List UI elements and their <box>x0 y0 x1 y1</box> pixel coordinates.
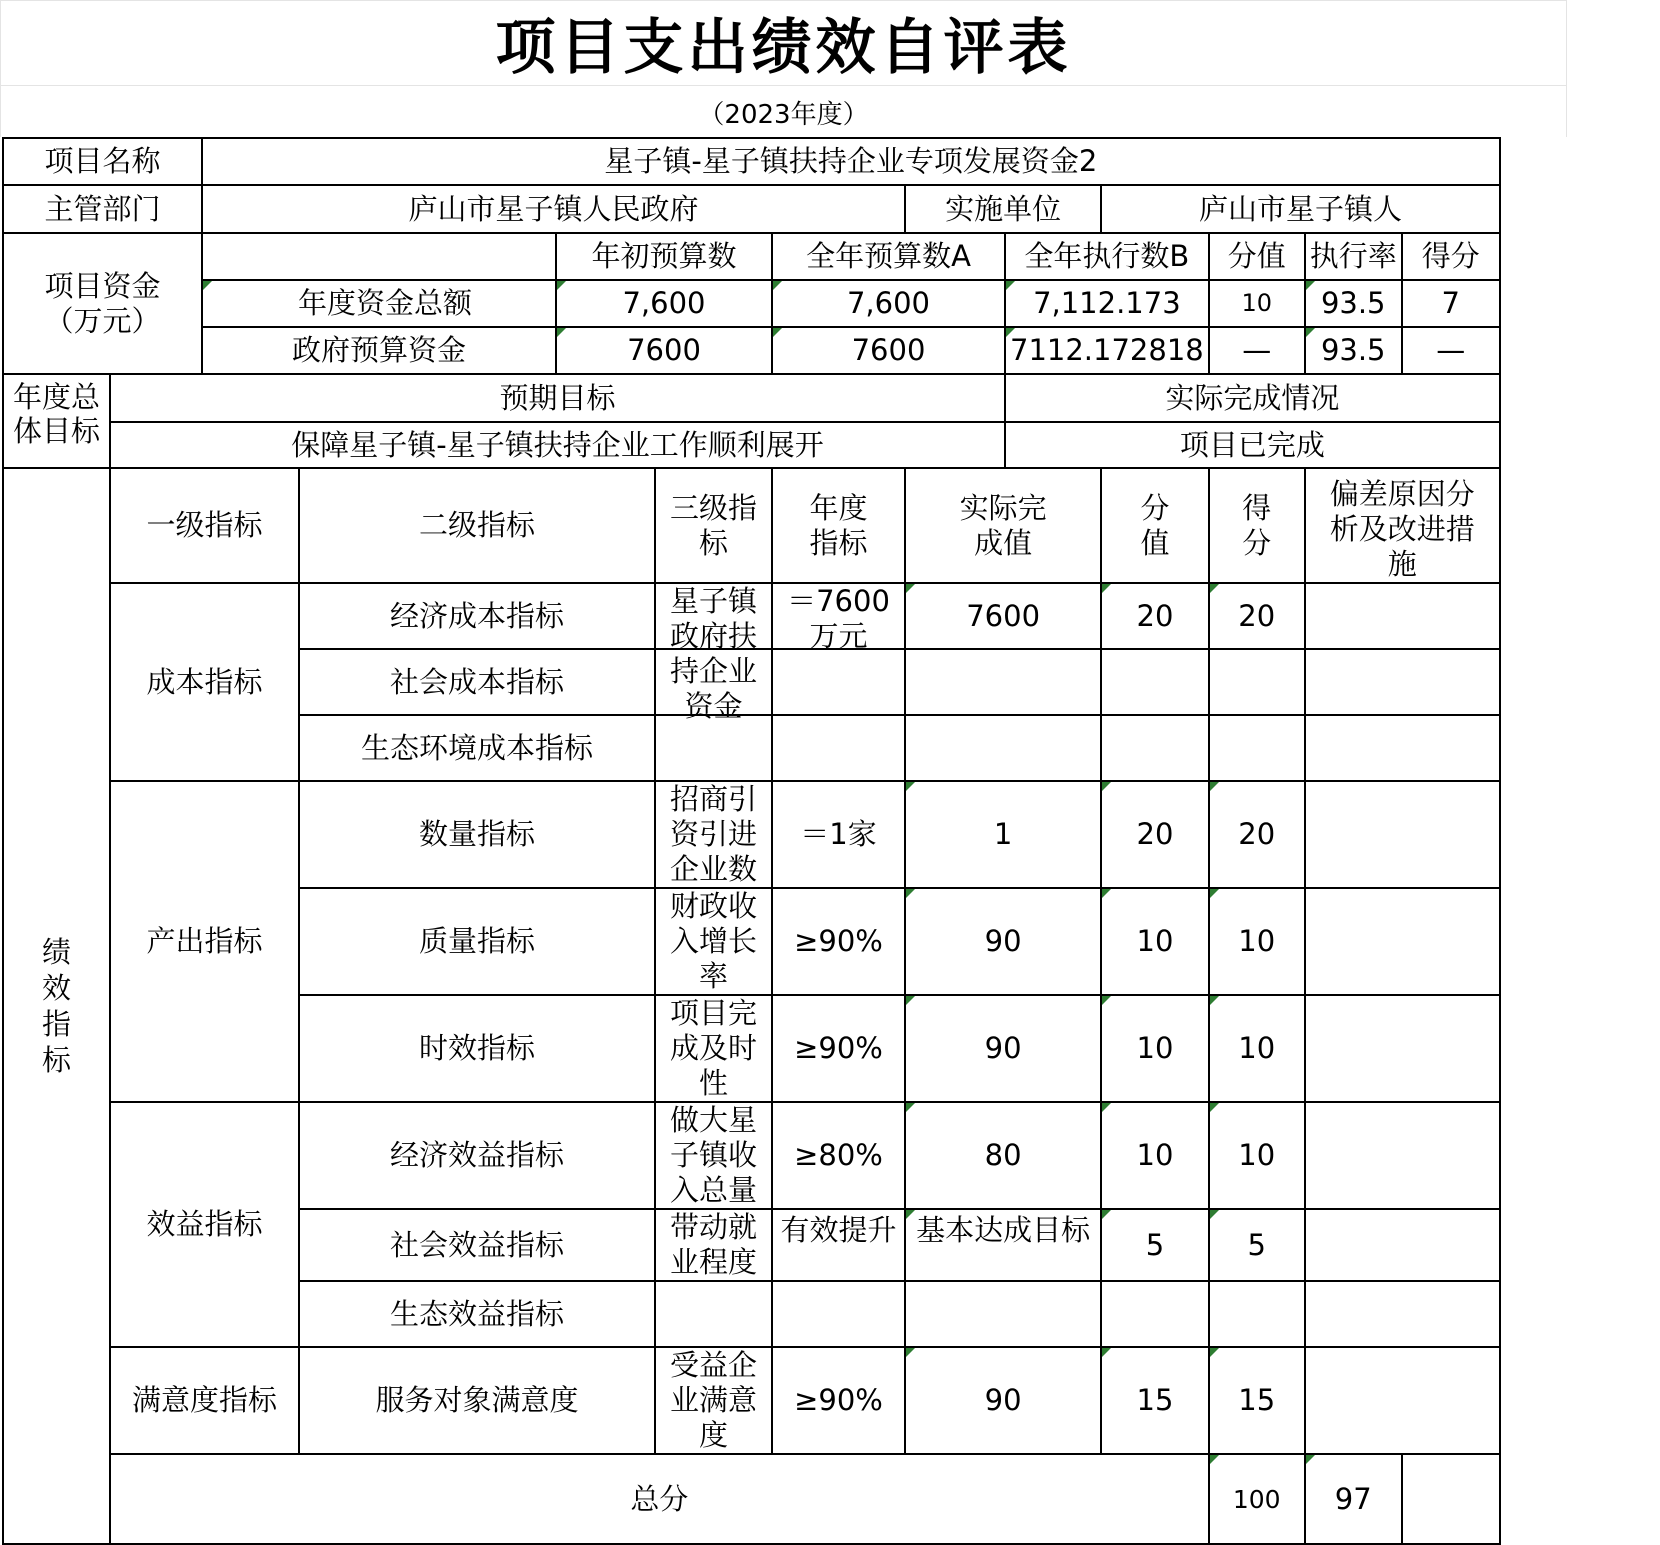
perf-annual-cell[interactable] <box>772 1281 905 1347</box>
perf-analysis-cell[interactable] <box>1305 995 1500 1102</box>
perf-actual-cell[interactable]: 90 <box>905 995 1101 1102</box>
row-department <box>3 185 1500 233</box>
page-subtitle: （2023年度） <box>698 99 869 130</box>
perf-score-cell[interactable]: 10 <box>1209 1102 1305 1209</box>
funds-annual-cell[interactable]: 7,600 <box>772 280 1005 327</box>
perf-l3-cell[interactable] <box>655 715 772 781</box>
perf-l2-cell[interactable]: 经济成本指标 <box>299 583 655 649</box>
row-funds-gov <box>3 327 1500 374</box>
perf-score-value-cell[interactable] <box>1101 715 1208 781</box>
perf-analysis-cell[interactable] <box>1305 649 1500 715</box>
perf-score-value-cell[interactable]: 15 <box>1101 1347 1208 1454</box>
perf-annual-cell[interactable] <box>772 649 905 715</box>
perf-l3-cell[interactable]: 财政收入增长率 <box>655 888 772 995</box>
total-label: 总分 <box>110 1454 1209 1544</box>
perf-analysis-cell[interactable] <box>1305 715 1500 781</box>
perf-label-text: 绩效指标 <box>41 935 71 1077</box>
row-total <box>3 1454 1500 1544</box>
perf-actual-cell[interactable]: 90 <box>905 1347 1101 1454</box>
goal-actual-value[interactable]: 项目已完成 <box>1005 422 1500 468</box>
perf-header-annual <box>772 468 905 583</box>
funds-score-value-cell[interactable]: — <box>1209 327 1305 374</box>
page-title: 项目支出绩效自评表 <box>495 13 1072 83</box>
funds-header-initial: 年初预算数 <box>556 233 772 280</box>
perf-l3-cell[interactable]: 招商引资引进企业数 <box>655 781 772 888</box>
total-score[interactable]: 97 <box>1305 1454 1402 1544</box>
row-funds-header <box>3 233 1500 280</box>
row-project-name <box>3 138 1500 185</box>
perf-header-score-value <box>1101 468 1208 583</box>
perf-actual-cell[interactable]: 7600 <box>905 583 1101 649</box>
perf-analysis-cell[interactable] <box>1305 1209 1500 1281</box>
project-name-label: 项目名称 <box>3 138 202 185</box>
perf-score-cell[interactable] <box>1209 649 1305 715</box>
perf-l3-cell[interactable]: 做大星子镇收入总量 <box>655 1102 772 1209</box>
perf-score-value-cell[interactable]: 10 <box>1101 1102 1208 1209</box>
goal-label <box>3 374 110 468</box>
perf-header-score <box>1209 468 1305 583</box>
impl-label: 实施单位 <box>905 185 1101 233</box>
perf-header-l3: 三级指标 <box>655 468 772 583</box>
table-row <box>3 781 1500 888</box>
perf-score-value-cell[interactable]: 5 <box>1101 1209 1208 1281</box>
perf-score-value-cell[interactable]: 10 <box>1101 995 1208 1102</box>
perf-l3-cell[interactable] <box>655 649 772 715</box>
perf-actual-cell[interactable]: 90 <box>905 888 1101 995</box>
table-row <box>3 1347 1500 1454</box>
dept-value[interactable]: 庐山市星子镇人民政府 <box>202 185 905 233</box>
perf-annual-text: ＝7600万元 <box>787 584 890 653</box>
funds-annual-cell[interactable]: 7600 <box>772 327 1005 374</box>
perf-analysis-cell[interactable] <box>1305 583 1500 649</box>
perf-annual-cell[interactable]: ＝1家 <box>772 781 905 888</box>
funds-executed-cell[interactable]: 7,112.173 <box>1005 280 1209 327</box>
funds-label <box>3 233 202 374</box>
perf-actual-cell[interactable] <box>905 1281 1101 1347</box>
perf-header-score-text: 得分 <box>1242 490 1272 560</box>
perf-header-l1: 一级指标 <box>110 468 299 583</box>
project-name-value[interactable]: 星子镇-星子镇扶持企业专项发展资金2 <box>202 138 1500 185</box>
funds-initial-cell[interactable]: 7600 <box>556 327 772 374</box>
funds-row-label[interactable]: 年度资金总额 <box>202 280 556 327</box>
performance-table <box>2 137 1501 1545</box>
perf-group-output: 产出指标 <box>110 781 299 1102</box>
perf-score-cell[interactable]: 20 <box>1209 583 1305 649</box>
perf-score-cell[interactable]: 20 <box>1209 781 1305 888</box>
perf-actual-text: 基本达成目标 <box>916 1213 1091 1247</box>
perf-l2-cell[interactable]: 时效指标 <box>299 995 655 1102</box>
funds-label-line2: （万元） <box>44 303 161 338</box>
perf-annual-cell[interactable] <box>772 715 905 781</box>
funds-header-blank <box>202 233 556 280</box>
perf-analysis-cell[interactable] <box>1305 1281 1500 1347</box>
funds-rate-cell[interactable]: 93.5 <box>1305 327 1402 374</box>
perf-l2-cell[interactable]: 社会效益指标 <box>299 1209 655 1281</box>
perf-l2-cell[interactable]: 生态效益指标 <box>299 1281 655 1347</box>
funds-header-score-value: 分值 <box>1209 233 1305 280</box>
funds-rate-cell[interactable]: 93.5 <box>1305 280 1402 327</box>
total-score-value[interactable]: 100 <box>1209 1454 1305 1544</box>
perf-header-actual <box>905 468 1101 583</box>
goal-expected-header: 预期目标 <box>110 374 1005 422</box>
row-funds-total <box>3 280 1500 327</box>
perf-l2-cell[interactable]: 服务对象满意度 <box>299 1347 655 1454</box>
funds-header-rate: 执行率 <box>1305 233 1402 280</box>
goal-expected-value[interactable]: 保障星子镇-星子镇扶持企业工作顺利展开 <box>110 422 1005 468</box>
perf-annual-cell[interactable]: ≥90% <box>772 1347 905 1454</box>
perf-header-l2: 二级指标 <box>299 468 655 583</box>
impl-value[interactable]: 庐山市星子镇人 <box>1101 185 1499 233</box>
perf-score-cell[interactable] <box>1209 1281 1305 1347</box>
funds-initial-cell[interactable]: 7,600 <box>556 280 772 327</box>
perf-analysis-cell[interactable] <box>1305 781 1500 888</box>
perf-score-cell[interactable]: 10 <box>1209 888 1305 995</box>
funds-header-executed: 全年执行数B <box>1005 233 1209 280</box>
row-perf-header <box>3 468 1500 583</box>
perf-score-cell[interactable]: 15 <box>1209 1347 1305 1454</box>
perf-annual-cell[interactable] <box>772 1209 905 1281</box>
goal-actual-header: 实际完成情况 <box>1005 374 1500 422</box>
perf-score-cell[interactable]: 10 <box>1209 995 1305 1102</box>
row-goal-content <box>3 422 1500 468</box>
funds-executed-cell[interactable]: 7112.172818 <box>1005 327 1209 374</box>
goal-label-text: 年度总体目标 <box>12 380 100 448</box>
perf-score-cell[interactable]: 5 <box>1209 1209 1305 1281</box>
perf-annual-cell[interactable]: ≥90% <box>772 888 905 995</box>
perf-l2-cell[interactable]: 生态环境成本指标 <box>299 715 655 781</box>
row-goal-header <box>3 374 1500 422</box>
perf-header-annual-text: 年度指标 <box>809 490 868 560</box>
perf-actual-cell[interactable]: 80 <box>905 1102 1101 1209</box>
perf-header-score-value-text: 分值 <box>1140 490 1170 560</box>
perf-score-value-cell[interactable] <box>1101 1281 1208 1347</box>
perf-annual-text: 有效提升 <box>780 1213 897 1247</box>
perf-annual-cell[interactable]: ≥90% <box>772 995 905 1102</box>
funds-score-value-cell[interactable]: 10 <box>1209 280 1305 327</box>
perf-analysis-cell[interactable] <box>1305 1347 1500 1454</box>
perf-l3-cell[interactable]: 受益企业满意度 <box>655 1347 772 1454</box>
perf-actual-cell[interactable] <box>905 1209 1101 1281</box>
perf-annual-cell[interactable]: ≥80% <box>772 1102 905 1209</box>
perf-analysis-cell[interactable] <box>1305 888 1500 995</box>
perf-actual-cell[interactable] <box>905 715 1101 781</box>
perf-actual-cell[interactable]: 1 <box>905 781 1101 888</box>
funds-header-annual: 全年预算数A <box>772 233 1005 280</box>
perf-score-cell[interactable] <box>1209 715 1305 781</box>
perf-group-benefit: 效益指标 <box>110 1102 299 1347</box>
perf-group-cost: 成本指标 <box>110 583 299 781</box>
perf-group-satisfaction: 满意度指标 <box>110 1347 299 1454</box>
funds-header-score: 得分 <box>1402 233 1500 280</box>
funds-score-cell[interactable]: — <box>1402 327 1500 374</box>
perf-score-value-cell[interactable]: 10 <box>1101 888 1208 995</box>
perf-score-value-cell[interactable]: 20 <box>1101 583 1208 649</box>
funds-score-cell[interactable]: 7 <box>1402 280 1500 327</box>
perf-header-analysis <box>1305 468 1500 583</box>
perf-l2-cell[interactable]: 社会成本指标 <box>299 649 655 715</box>
perf-actual-cell[interactable] <box>905 649 1101 715</box>
table-row <box>3 1102 1500 1209</box>
perf-l3-text: 星子镇政府扶持企业资金 <box>669 584 757 723</box>
perf-l3-cell[interactable]: 带动就业程度 <box>655 1209 772 1281</box>
dept-label: 主管部门 <box>3 185 202 233</box>
perf-header-analysis-text: 偏差原因分析及改进措施 <box>1329 477 1475 581</box>
funds-row-label[interactable]: 政府预算资金 <box>202 327 556 374</box>
table-row <box>3 583 1500 649</box>
total-analysis-cell[interactable] <box>1402 1454 1500 1544</box>
perf-l2-cell[interactable]: 经济效益指标 <box>299 1102 655 1209</box>
perf-l3-cell[interactable] <box>655 583 772 723</box>
perf-l2-cell[interactable]: 质量指标 <box>299 888 655 995</box>
perf-l3-cell[interactable] <box>655 1281 772 1347</box>
perf-score-value-cell[interactable] <box>1101 649 1208 715</box>
perf-score-value-cell[interactable]: 20 <box>1101 781 1208 888</box>
perf-label <box>3 468 110 1544</box>
perf-l3-cell[interactable]: 项目完成及时性 <box>655 995 772 1102</box>
perf-analysis-cell[interactable] <box>1305 1102 1500 1209</box>
perf-annual-cell[interactable] <box>772 583 905 653</box>
funds-label-line1: 项目资金 <box>44 268 161 303</box>
perf-header-actual-text: 实际完成值 <box>959 490 1047 560</box>
perf-l2-cell[interactable]: 数量指标 <box>299 781 655 888</box>
